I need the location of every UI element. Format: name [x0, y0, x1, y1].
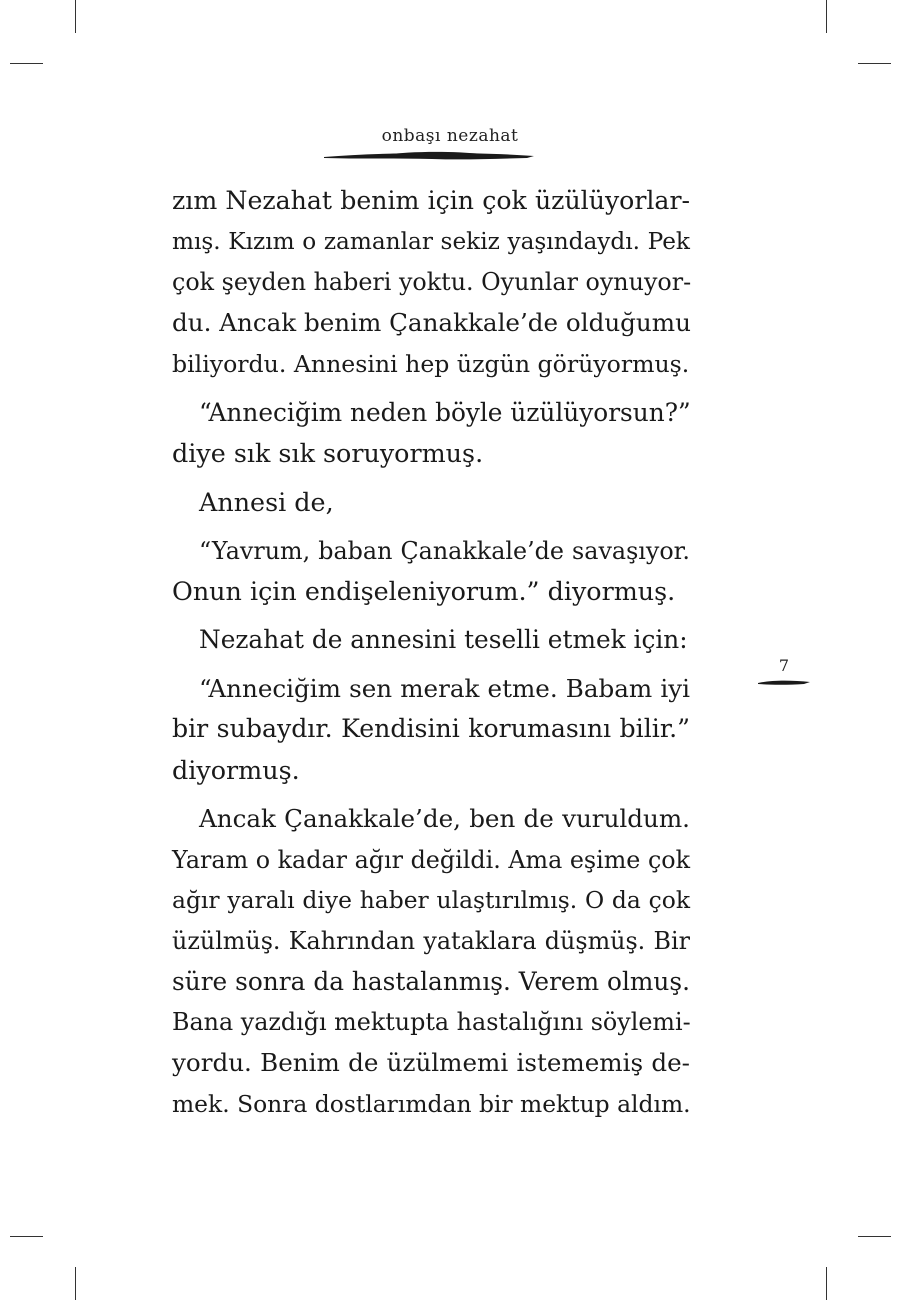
text-line: “Anneciğim sen merak etme. Babam iyi	[199, 673, 690, 703]
text-line: mış. Kızım o zamanlar sekiz yaşındaydı. Pek	[172, 227, 690, 255]
page-number-brush-stroke	[756, 676, 812, 688]
text-line: Onun için endişeleniyorum.” diyormuş.	[172, 576, 676, 607]
crop-mark-top-left-horizontal	[10, 63, 43, 64]
text-line: “Yavrum, baban Çanakkale’de savaşıyor.	[199, 536, 690, 565]
paragraph	[172, 620, 690, 661]
running-title: onbaşı nezahat	[381, 126, 519, 146]
body-text	[172, 181, 690, 1124]
crop-mark-top-right	[826, 0, 827, 33]
text-line: biliyordu. Annesini hep üzgün görüyormuş.	[172, 349, 690, 378]
text-line: Bana yazdığı mektupta hastalığını söylemi-	[172, 1008, 691, 1037]
text-line: Yaram o kadar ağır değildi. Ama eşime çok	[172, 845, 691, 874]
paragraph	[172, 531, 690, 612]
crop-mark-bottom-right	[826, 1267, 827, 1300]
paragraph	[172, 181, 690, 385]
crop-mark-bottom-left	[75, 1267, 76, 1300]
crop-mark-bottom-left-horizontal	[10, 1236, 43, 1237]
text-line: Nezahat de annesini teselli etmek için:	[199, 625, 688, 655]
text-line: du. Ancak benim Çanakkale’de olduğumu	[172, 308, 691, 338]
text-line: bir subaydır. Kendisini korumasını bilir.”	[172, 714, 690, 744]
text-line: zım Nezahat benim için çok üzülüyorlar-	[172, 186, 690, 215]
text-line: yordu. Benim de üzülmemi istememiş de-	[172, 1048, 690, 1078]
crop-mark-top-left	[75, 0, 76, 33]
header-brush-stroke	[322, 148, 536, 164]
paragraph	[172, 393, 690, 474]
text-line: “Anneciğim neden böyle üzülüyorsun?”	[199, 397, 691, 427]
text-line: mek. Sonra dostlarımdan bir mektup aldım.	[172, 1089, 691, 1118]
page-number: 7	[778, 656, 790, 675]
paragraph	[172, 482, 690, 523]
text-line: üzülmüş. Kahrından yataklara düşmüş. Bir	[172, 926, 690, 955]
text-line: diye sık sık soruyormuş.	[172, 438, 484, 469]
text-line: Annesi de,	[199, 486, 334, 517]
text-line: diyormuş.	[172, 755, 300, 786]
crop-mark-top-right-horizontal	[858, 63, 891, 64]
text-line: süre sonra da hastalanmış. Verem olmuş.	[172, 966, 690, 996]
text-line: Ancak Çanakkale’de, ben de vuruldum.	[199, 803, 690, 833]
paragraph	[172, 799, 690, 1125]
crop-mark-bottom-right-horizontal	[858, 1236, 891, 1237]
paragraph	[172, 669, 690, 791]
text-line: ağır yaralı diye haber ulaştırılmış. O da çok	[172, 886, 690, 915]
text-line: çok şeyden haberi yoktu. Oyunlar oynuyor-	[172, 268, 692, 297]
